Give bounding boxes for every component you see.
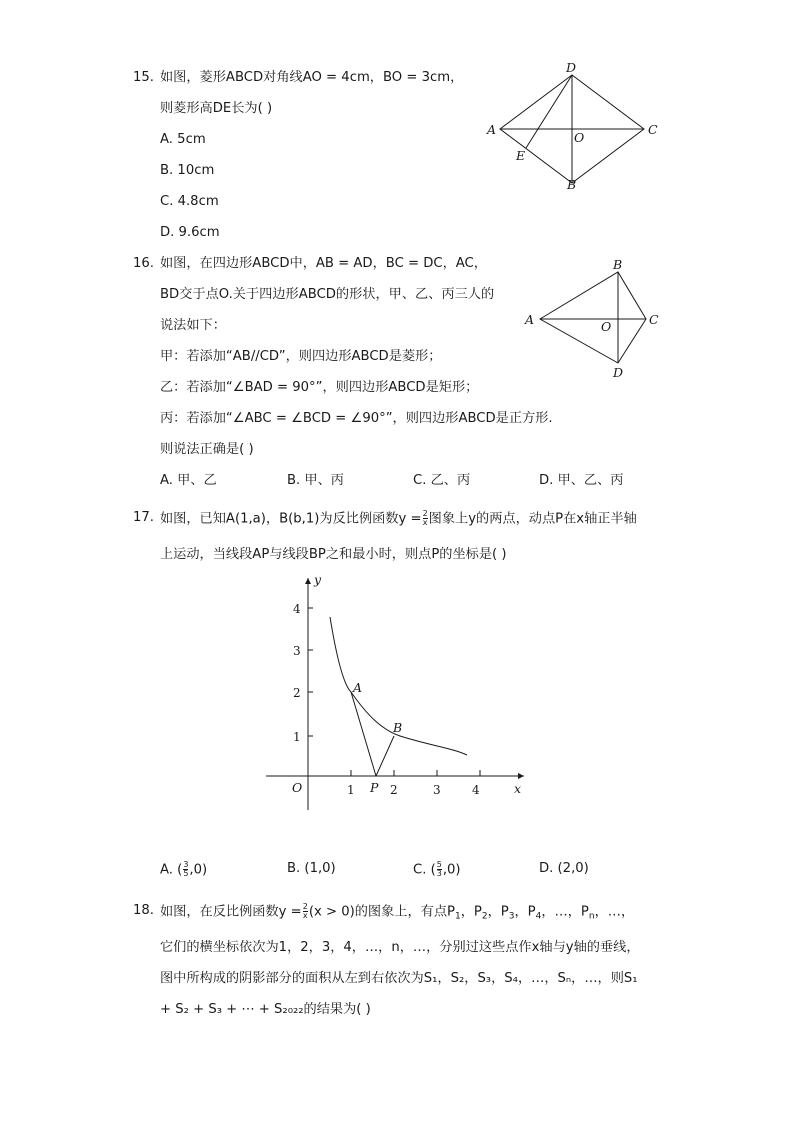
q15-stem-line2: 则菱形高DE长为( ) [160,101,273,116]
x-axis-label: x [514,781,522,796]
frac-denominator: 3 [436,869,442,878]
x-tick-label-3: 3 [433,783,441,797]
frac-numerator: 5 [436,860,442,869]
subscript-3: 3 [508,911,515,922]
fraction-3-over-5 [183,861,188,878]
q15-option-a[interactable]: A. 5cm [160,132,206,147]
frac-numerator: 3 [183,860,189,869]
q18-stem-line1 [160,903,634,925]
y-axis-label: y [314,572,322,587]
subscript-4: 4 [535,911,542,922]
q16-option-d[interactable]: D. 甲、乙、丙 [539,473,624,488]
q17-stem-line2: 上运动，当线段AP与线段BP之和最小时，则点P的坐标是( ) [160,547,507,562]
q15-stem-line1: 如图，菱形ABCD对角线AO = 4cm，BO = 3cm， [160,70,464,85]
q17-option-d[interactable]: D. (2,0) [539,861,589,876]
q17-option-c[interactable] [413,861,461,879]
q16-stem-line2: BD交于点O.关于四边形ABCD的形状，甲、乙、丙三人的 [160,287,495,302]
q16-option-c[interactable]: C. 乙、丙 [413,473,471,488]
q15-option-d[interactable]: D. 9.6cm [160,225,220,240]
q17-stem-part2: 图象上y的两点，动点P在x轴正半轴 [428,511,637,527]
x-tick-label-1: 1 [347,783,355,797]
q15-option-b[interactable]: B. 10cm [160,163,215,178]
label-b: B [613,257,623,272]
q18-stem-part5: ，P [514,904,536,920]
point-a-label: A [353,680,363,695]
q18-stem-line3: 图中所构成的阴影部分的面积从左到右依次为S₁，S₂，S₃，S₄，…，Sₙ，…，则S₁ [160,971,638,986]
label-c: C [648,122,658,137]
segment-bp [376,736,394,776]
q16-statement-bing: 丙：若添加“∠ABC = ∠BCD = ∠90°”，则四边形ABCD是正方形. [160,411,553,426]
quadrilateral-abcd [540,272,646,363]
frac-denominator: x [302,911,308,920]
subscript-n: n [588,911,595,922]
q18-stem-part7: ，…， [594,904,635,920]
q17-number: 17. [133,510,154,525]
q18-stem-part2: (x > 0)的图象上，有点P [308,904,456,920]
x-tick-label-2: 2 [390,783,398,797]
subscript-1: 1 [455,911,461,922]
label-d: D [566,62,577,75]
q17-function-graph [262,570,532,815]
y-tick-label-4: 4 [293,602,301,616]
q18-stem-part4: ，P [487,904,509,920]
label-o: O [601,319,612,334]
q18-stem-line4: + S₂ + S₃ + ⋯ + S₂₀₂₂的结果为( ) [160,1002,371,1017]
q16-statement-jia: 甲：若添加“AB//CD”，则四边形ABCD是菱形； [160,349,442,364]
y-tick-label-3: 3 [293,644,301,658]
label-b: B [567,177,577,192]
x-tick-label-4: 4 [472,783,480,797]
q17-option-a-prefix: A. ( [160,862,183,878]
y-tick-label-2: 2 [293,686,301,700]
point-b-label: B [393,720,403,735]
q16-stem-line3: 说法如下： [160,318,226,333]
label-d: D [613,365,624,380]
q17-option-b[interactable]: B. (1,0) [287,861,336,876]
frac-numerator: 2 [422,509,428,518]
label-c: C [649,312,659,327]
frac-denominator: x [422,518,428,527]
q16-statement-yi: 乙：若添加“∠BAD = 90°”，则四边形ABCD是矩形； [160,380,479,395]
label-e: E [516,148,526,163]
label-o: O [574,130,585,145]
q16-option-a[interactable]: A. 甲、乙 [160,473,217,488]
q16-option-b[interactable]: B. 甲、丙 [287,473,344,488]
q18-stem-part6: ，…，P [541,904,589,920]
q18-stem-line2: 它们的横坐标依次为1，2，3，4，…，n，…，分别过这些点作x轴与y轴的垂线， [160,940,640,955]
q18-stem-part3: ，P [460,904,482,920]
fraction-5-over-3 [437,861,442,878]
subscript-2: 2 [481,911,488,922]
q16-ask: 则说法正确是( ) [160,442,254,457]
frac-numerator: 2 [302,902,308,911]
y-tick-label-1: 1 [293,730,301,744]
origin-label: O [292,780,303,795]
q17-option-a[interactable] [160,861,207,879]
height-de [526,75,572,148]
q16-kite-figure [518,255,668,380]
q15-number: 15. [133,70,154,85]
q15-rhombus-figure [480,62,670,192]
segment-ap [351,692,376,776]
q18-number: 18. [133,903,154,918]
q15-option-c[interactable]: C. 4.8cm [160,194,219,209]
q17-option-c-prefix: C. ( [413,862,436,878]
label-a: A [525,312,535,327]
q17-option-c-suffix: ,0) [442,862,461,878]
frac-denominator: 5 [183,869,189,878]
fraction-2-over-x [303,903,308,920]
q16-stem-line1: 如图，在四边形ABCD中，AB = AD，BC = DC，AC， [160,256,487,271]
fraction-2-over-x [423,510,428,527]
q16-number: 16. [133,256,154,271]
q18-stem-part1: 如图，在反比例函数y = [160,904,302,920]
label-a: A [487,122,497,137]
q17-stem-part1: 如图，已知A(1,a)，B(b,1)为反比例函数y = [160,511,422,527]
q17-stem-line1 [160,510,637,528]
point-p-label: P [370,780,379,795]
q17-option-a-suffix: ,0) [189,862,208,878]
